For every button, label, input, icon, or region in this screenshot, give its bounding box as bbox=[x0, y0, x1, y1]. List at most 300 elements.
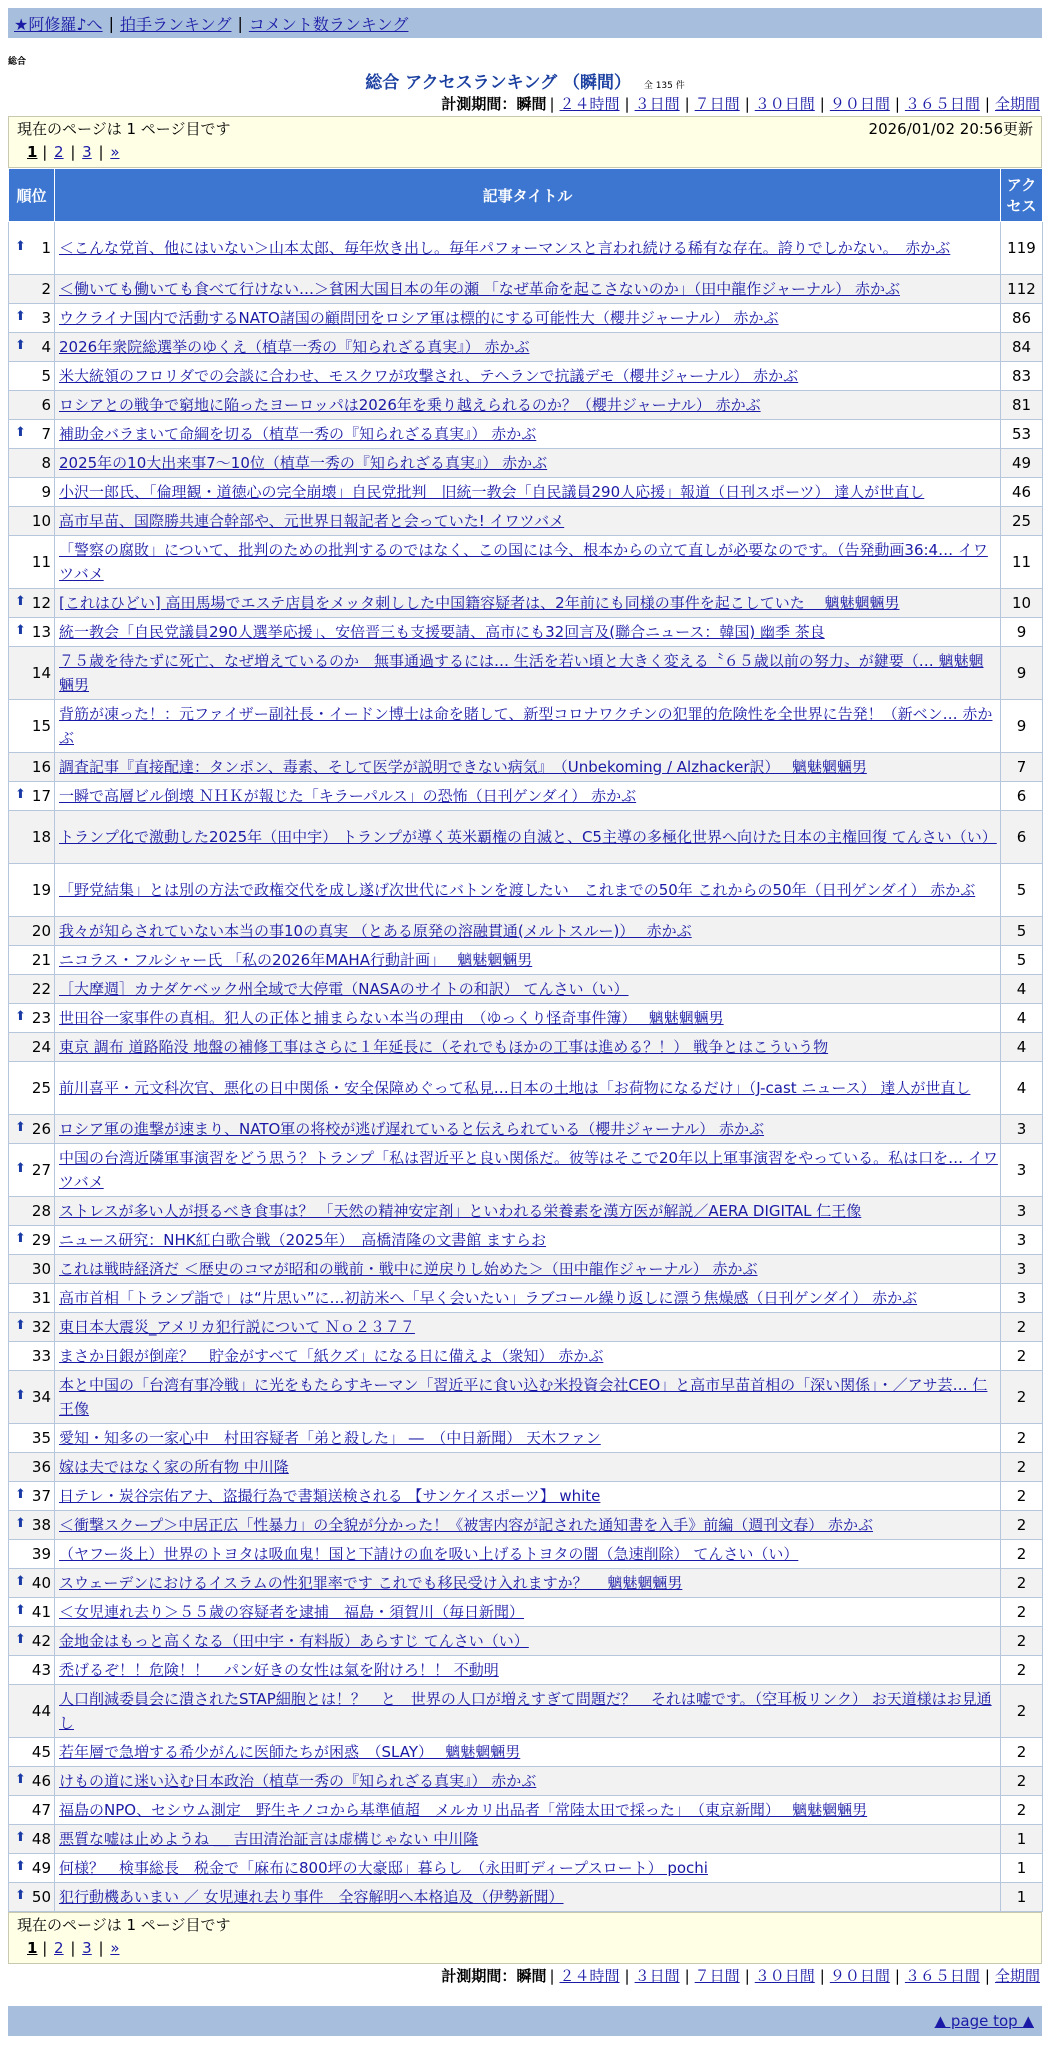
period-option[interactable]: ３６５日間 bbox=[904, 95, 980, 113]
rank-cell bbox=[9, 1540, 55, 1569]
access-count: 6 bbox=[1001, 782, 1043, 811]
article-link[interactable]: ７５歳を待たずに死亡、なぜ増えているのか 無事通過するには… 生活を若い頃と大きく変える〝６５歳以前の努力〟が鍵要（… 魑魅魍魎男 bbox=[59, 652, 984, 694]
rank-number: 30 bbox=[31, 1260, 51, 1278]
table-row bbox=[9, 333, 1043, 362]
up-arrow-icon: ⬆ bbox=[15, 1859, 26, 1874]
up-arrow-icon: ⬆ bbox=[15, 1603, 26, 1618]
rank-number: 26 bbox=[31, 1120, 51, 1138]
up-arrow-icon: ⬆ bbox=[15, 1231, 26, 1246]
up-arrow-icon: ⬆ bbox=[15, 1888, 26, 1903]
period-selector bbox=[8, 1964, 1042, 1988]
rank-number: 40 bbox=[31, 1574, 51, 1592]
period-option[interactable]: ７日間 bbox=[694, 95, 740, 113]
article-link[interactable]: 小沢一郎氏、「倫理観・道徳心の完全崩壊」自民党批判 旧統一教会「自民議員290人応援」報道（日刊スポーツ） 達人が世直し bbox=[59, 483, 925, 501]
table-row bbox=[9, 917, 1043, 946]
rank-cell bbox=[9, 449, 55, 478]
title-cell bbox=[55, 1255, 1001, 1284]
article-link[interactable]: ＜働いても働いても食べて行けない…＞貧困大国日本の年の瀬 「なぜ革命を起こさないのか」（田中龍作ジャーナル） 赤かぶ bbox=[59, 280, 900, 298]
rank-cell bbox=[9, 1883, 55, 1912]
access-count: 2 bbox=[1001, 1371, 1043, 1424]
access-count: 4 bbox=[1001, 1004, 1043, 1033]
up-arrow-icon: ⬆ bbox=[15, 594, 26, 609]
rank-number: 5 bbox=[41, 367, 51, 385]
rank-cell bbox=[9, 304, 55, 333]
table-row bbox=[9, 782, 1043, 811]
access-count: 1 bbox=[1001, 1883, 1043, 1912]
up-arrow-icon: ⬆ bbox=[15, 239, 26, 254]
up-arrow-icon: ⬆ bbox=[15, 1161, 26, 1176]
article-link[interactable]: 世田谷一家事件の真相。犯人の正体と捕まらない本当の理由 （ゆっくり怪奇事件簿） 魑魅魍魎男 bbox=[59, 1009, 724, 1027]
rank-number: 44 bbox=[31, 1702, 51, 1720]
rank-cell bbox=[9, 811, 55, 864]
period-label: 計測期間： bbox=[441, 95, 517, 113]
rank-number: 28 bbox=[31, 1202, 51, 1220]
access-count: 9 bbox=[1001, 618, 1043, 647]
pager-page-link[interactable]: 2 bbox=[54, 143, 64, 161]
rank-number: 43 bbox=[31, 1661, 51, 1679]
rank-cell bbox=[9, 1033, 55, 1062]
table-row bbox=[9, 536, 1043, 589]
article-link[interactable]: [これはひどい] 高田馬場でエステ店員をメッタ刺しした中国籍容疑者は、2年前にも同様の事件を起こしていた 魑魅魍魎男 bbox=[59, 594, 900, 612]
access-count: 5 bbox=[1001, 864, 1043, 917]
period-option[interactable]: 全期間 bbox=[994, 95, 1040, 113]
title-cell bbox=[55, 1033, 1001, 1062]
article-link[interactable]: 日テレ・炭谷宗佑アナ、盗撮行為で書類送検される 【サンケイスポーツ】 white bbox=[59, 1487, 601, 1505]
period-option[interactable]: ２４時間 bbox=[559, 95, 620, 113]
title-cell bbox=[55, 1540, 1001, 1569]
up-arrow-icon: ⬆ bbox=[15, 338, 26, 353]
page bbox=[8, 8, 1042, 2036]
rank-cell bbox=[9, 333, 55, 362]
title-cell bbox=[55, 1854, 1001, 1883]
title-line bbox=[8, 68, 1042, 92]
article-link[interactable]: ＜女児連れ去り＞５５歳の容疑者を逮捕 福島・須賀川（毎日新聞） bbox=[59, 1603, 525, 1621]
table-row bbox=[9, 1062, 1043, 1115]
title-cell bbox=[55, 1767, 1001, 1796]
title-cell bbox=[55, 647, 1001, 700]
table-row bbox=[9, 449, 1043, 478]
rank-number: 4 bbox=[41, 338, 51, 356]
period-separator: | bbox=[894, 95, 900, 113]
table-row bbox=[9, 1854, 1043, 1883]
title-cell bbox=[55, 589, 1001, 618]
rank-number: 50 bbox=[31, 1888, 51, 1906]
rank-cell bbox=[9, 420, 55, 449]
table-row bbox=[9, 1656, 1043, 1685]
article-link[interactable]: 米大統領のフロリダでの会談に合わせ、モスクワが攻撃され、テヘランで抗議デモ（櫻井ジャーナル） 赤かぶ bbox=[59, 367, 799, 385]
nav-separator: | bbox=[237, 13, 243, 33]
access-count: 4 bbox=[1001, 975, 1043, 1004]
rank-cell bbox=[9, 1342, 55, 1371]
article-link[interactable]: 「警察の腐敗」について、批判のための批判するのではなく、この国には今、根本からの立て直しが必要なのです。（告発動画36:4… イワツバメ bbox=[59, 541, 988, 583]
rank-number: 24 bbox=[31, 1038, 51, 1056]
table-row bbox=[9, 1598, 1043, 1627]
rank-cell bbox=[9, 1284, 55, 1313]
table-row bbox=[9, 1313, 1043, 1342]
rank-number: 36 bbox=[31, 1458, 51, 1476]
article-link[interactable]: トランプ化で激動した2025年（田中宇） トランプが導く英米覇権の自滅と、C5主導の多極化世界へ向けた日本の主権回復 てんさい（い） bbox=[59, 828, 997, 846]
period-option[interactable]: ３６５日間 bbox=[904, 1967, 980, 1985]
access-count: 2 bbox=[1001, 1511, 1043, 1540]
rank-number: 17 bbox=[31, 787, 51, 805]
title-cell bbox=[55, 222, 1001, 275]
period-separator: | bbox=[984, 1967, 990, 1985]
period-selector bbox=[8, 92, 1042, 116]
rank-cell bbox=[9, 1062, 55, 1115]
article-link[interactable]: 高市早苗、国際勝共連合幹部や、元世界日報記者と会っていた! イワツバメ bbox=[59, 512, 565, 530]
up-arrow-icon: ⬆ bbox=[15, 787, 26, 802]
period-separator: | bbox=[624, 1967, 630, 1985]
article-link[interactable]: ＜こんな党首、他にはいない＞山本太郎、毎年炊き出し。毎年パフォーマンスと言われ続ける稀有な存在。誇りでしかない。 赤かぶ bbox=[59, 239, 951, 257]
article-link[interactable]: 2025年の10大出来事7〜10位（植草一秀の『知られざる真実』） 赤かぶ bbox=[59, 454, 548, 472]
period-separator: | bbox=[744, 1967, 750, 1985]
access-count: 7 bbox=[1001, 753, 1043, 782]
link-applause-ranking[interactable]: 拍手ランキング bbox=[119, 14, 232, 34]
table-row bbox=[9, 1144, 1043, 1197]
period-option[interactable]: ３日間 bbox=[634, 95, 680, 113]
access-count: 9 bbox=[1001, 700, 1043, 753]
title-cell bbox=[55, 1883, 1001, 1912]
rank-cell bbox=[9, 1482, 55, 1511]
table-row bbox=[9, 304, 1043, 333]
table-row bbox=[9, 1482, 1043, 1511]
rank-number: 9 bbox=[41, 483, 51, 501]
table-row bbox=[9, 1371, 1043, 1424]
title-cell bbox=[55, 811, 1001, 864]
pager-separator: | bbox=[93, 1939, 109, 1957]
rank-cell bbox=[9, 1825, 55, 1854]
table-row bbox=[9, 864, 1043, 917]
period-option[interactable]: ３０日間 bbox=[754, 95, 815, 113]
rank-cell bbox=[9, 1313, 55, 1342]
article-link[interactable]: 東京 調布 道路陥没 地盤の補修工事はさらに１年延長に（それでもほかの工事は進める？！） 戦争とはこういう物 bbox=[59, 1038, 829, 1056]
article-link[interactable]: ＜衝撃スクープ＞中居正広「性暴力」の全貌が分かった！《被害内容が記された通知書を入手》前編（週刊文春） 赤かぶ bbox=[59, 1516, 874, 1534]
article-link[interactable]: 一瞬で高層ビル倒壊 ＮＨＫが報じた「キラーパルス」の恐怖（日刊ゲンダイ） 赤かぶ bbox=[59, 787, 637, 805]
rank-number: 49 bbox=[31, 1859, 51, 1877]
title-cell bbox=[55, 391, 1001, 420]
period-option[interactable]: ３０日間 bbox=[754, 1967, 815, 1985]
article-link[interactable]: 「野党結集」とは別の方法で政権交代を成し遂げ次世代にバトンを渡したい これまでの50年 これからの50年（日刊ゲンダイ） 赤かぶ bbox=[59, 881, 976, 899]
pager-current-page: 1 bbox=[27, 143, 38, 161]
rank-number: 46 bbox=[31, 1772, 51, 1790]
title-cell bbox=[55, 782, 1001, 811]
article-link[interactable]: 若年層で急増する希少がんに医師たちが困惑 （SLAY） 魑魅魍魎男 bbox=[59, 1743, 521, 1761]
rank-number: 18 bbox=[31, 828, 51, 846]
pager-separator: | bbox=[65, 143, 81, 161]
access-count: 3 bbox=[1001, 1197, 1043, 1226]
rank-cell bbox=[9, 1511, 55, 1540]
access-count: 2 bbox=[1001, 1656, 1043, 1685]
period-label: 計測期間： bbox=[441, 1967, 517, 1985]
article-link[interactable]: 何様？ 検事総長 税金で「麻布に800坪の大豪邸」暮らし （永田町ディープスロート） pochi bbox=[59, 1859, 708, 1877]
rank-cell bbox=[9, 1854, 55, 1883]
title-cell bbox=[55, 478, 1001, 507]
rank-number: 41 bbox=[31, 1603, 51, 1621]
title-cell bbox=[55, 275, 1001, 304]
rank-number: 39 bbox=[31, 1545, 51, 1563]
title-cell bbox=[55, 1226, 1001, 1255]
article-link[interactable]: ストレスが多い人が摂るべき食事は？ 「天然の精神安定剤」といわれる栄養素を漢方医が解説／AERA DIGITAL 仁王像 bbox=[59, 1202, 862, 1220]
access-count: 3 bbox=[1001, 1115, 1043, 1144]
rank-cell bbox=[9, 1627, 55, 1656]
access-count: 3 bbox=[1001, 1255, 1043, 1284]
article-link[interactable]: 犯行動機あいまい ／ 女児連れ去り事件 全容解明へ本格追及（伊勢新聞） bbox=[59, 1888, 564, 1906]
table-row bbox=[9, 1197, 1043, 1226]
rank-cell bbox=[9, 589, 55, 618]
period-option[interactable]: ９０日間 bbox=[829, 95, 890, 113]
article-link[interactable]: これは戦時経済だ ＜歴史のコマが昭和の戦前・戦中に逆戻りし始めた＞（田中龍作ジャーナル） 赤かぶ bbox=[59, 1260, 758, 1278]
title-cell bbox=[55, 1115, 1001, 1144]
pager-links bbox=[17, 141, 1033, 167]
page-title: 総合 アクセスランキング （瞬間） bbox=[365, 73, 632, 93]
title-cell bbox=[55, 1313, 1001, 1342]
pager-page-link[interactable]: 3 bbox=[82, 143, 92, 161]
rank-cell bbox=[9, 391, 55, 420]
rank-cell bbox=[9, 1226, 55, 1255]
rank-cell bbox=[9, 864, 55, 917]
up-arrow-icon: ⬆ bbox=[15, 1120, 26, 1135]
rank-number: 37 bbox=[31, 1487, 51, 1505]
title-cell bbox=[55, 700, 1001, 753]
access-count: 4 bbox=[1001, 1033, 1043, 1062]
period-option[interactable]: ３日間 bbox=[634, 1967, 680, 1985]
column-header-rank: 順位 bbox=[9, 169, 55, 222]
period-option[interactable]: ２４時間 bbox=[559, 1967, 620, 1985]
rank-number: 11 bbox=[31, 553, 51, 571]
title-cell bbox=[55, 917, 1001, 946]
table-row bbox=[9, 1511, 1043, 1540]
access-count: 4 bbox=[1001, 1062, 1043, 1115]
title-cell bbox=[55, 1627, 1001, 1656]
table-row bbox=[9, 1825, 1043, 1854]
rank-cell bbox=[9, 1004, 55, 1033]
table-row bbox=[9, 478, 1043, 507]
table-row bbox=[9, 507, 1043, 536]
current-page-text: 現在のページは 1 ページ目です bbox=[17, 120, 231, 138]
access-count: 2 bbox=[1001, 1569, 1043, 1598]
article-link[interactable]: 本と中国の「台湾有事冷戦」に光をもたらすキーマン「習近平に食い込む米投資会社CEO」と高市早苗首相の「深い関係」・／アサ芸… 仁王像 bbox=[59, 1376, 988, 1418]
table-row bbox=[9, 222, 1043, 275]
period-separator: | bbox=[819, 95, 825, 113]
title-cell bbox=[55, 304, 1001, 333]
table-row bbox=[9, 1424, 1043, 1453]
access-count: 2 bbox=[1001, 1738, 1043, 1767]
up-arrow-icon: ⬆ bbox=[15, 1009, 26, 1024]
rank-number: 3 bbox=[41, 309, 51, 327]
article-link[interactable]: 統一教会「自民党議員290人選挙応援」、安倍晋三も支援要請、高市にも32回言及(聯合ニュース：韓国) 幽季 茶良 bbox=[59, 623, 825, 641]
rank-number: 13 bbox=[31, 623, 51, 641]
article-link[interactable]: 2026年衆院総選挙のゆくえ（植草一秀の『知られざる真実』） 赤かぶ bbox=[59, 338, 530, 356]
title-cell bbox=[55, 1656, 1001, 1685]
up-arrow-icon: ⬆ bbox=[15, 1487, 26, 1502]
rank-number: 21 bbox=[31, 951, 51, 969]
rank-cell bbox=[9, 1767, 55, 1796]
article-link[interactable]: 悪質な嘘は止めようね ＿ 吉田清治証言は虚構じゃない 中川隆 bbox=[59, 1830, 479, 1848]
period-option[interactable]: 全期間 bbox=[994, 1967, 1040, 1985]
up-arrow-icon: ⬆ bbox=[15, 1574, 26, 1589]
period-separator: | bbox=[819, 1967, 825, 1985]
up-arrow-icon: ⬆ bbox=[15, 1388, 26, 1403]
table-row bbox=[9, 589, 1043, 618]
rank-number: 19 bbox=[31, 881, 51, 899]
table-row bbox=[9, 753, 1043, 782]
access-count: 2 bbox=[1001, 1482, 1043, 1511]
title-cell bbox=[55, 1062, 1001, 1115]
article-link[interactable]: 中国の台湾近隣軍事演習をどう思う？トランプ「私は習近平と良い関係だ。彼等はそこで20年以上軍事演習をやっている。私は口を… イワツバメ bbox=[59, 1149, 998, 1191]
access-count: 3 bbox=[1001, 1144, 1043, 1197]
title-cell bbox=[55, 1371, 1001, 1424]
title-cell bbox=[55, 1796, 1001, 1825]
column-header-count: アクセス bbox=[1001, 169, 1043, 222]
article-link[interactable]: 背筋が凍った！：元ファイザー副社長・イードン博士は命を賭して、新型コロナワクチンの犯罪的危険性を全世界に告発！（新ベン… 赤かぶ bbox=[59, 705, 993, 747]
title-cell bbox=[55, 1144, 1001, 1197]
top-nav-bar bbox=[8, 8, 1042, 38]
section-label: 総合 bbox=[8, 57, 27, 67]
pager-page-link[interactable]: 2 bbox=[54, 1939, 64, 1957]
rank-number: 32 bbox=[31, 1318, 51, 1336]
link-comment-ranking[interactable]: コメント数ランキング bbox=[248, 14, 409, 34]
article-link[interactable]: ロシア軍の進撃が速まり、NATO軍の将校が逃げ遅れていると伝えられている（櫻井ジャーナル） 赤かぶ bbox=[59, 1120, 765, 1138]
rank-number: 15 bbox=[31, 717, 51, 735]
title-cell bbox=[55, 1197, 1001, 1226]
table-row bbox=[9, 1004, 1043, 1033]
table-row bbox=[9, 1738, 1043, 1767]
rank-number: 22 bbox=[31, 980, 51, 998]
rank-number: 47 bbox=[31, 1801, 51, 1819]
link-ashura-home[interactable]: ★阿修羅♪へ bbox=[14, 14, 103, 34]
pager-next-link[interactable]: » bbox=[110, 1939, 120, 1957]
access-count: 6 bbox=[1001, 811, 1043, 864]
access-count: 3 bbox=[1001, 1226, 1043, 1255]
table-row bbox=[9, 700, 1043, 753]
access-count: 2 bbox=[1001, 1453, 1043, 1482]
rank-cell bbox=[9, 1656, 55, 1685]
access-count: 112 bbox=[1001, 275, 1043, 304]
title-cell bbox=[55, 1511, 1001, 1540]
table-row bbox=[9, 1883, 1043, 1912]
article-link[interactable]: ニュース研究：NHK紅白歌合戦（2025年） 高橋清隆の文書館 ますらお bbox=[59, 1231, 547, 1249]
table-row bbox=[9, 1342, 1043, 1371]
access-count: 119 bbox=[1001, 222, 1043, 275]
title-cell bbox=[55, 1569, 1001, 1598]
period-current: 瞬間 bbox=[516, 1967, 547, 1985]
article-link[interactable]: 人口削減委員会に潰されたSTAP細胞とは！？ と 世界の人口が増えすぎて問題だ？ それは嘘です。（空耳板リンク） お天道様はお見通し bbox=[59, 1690, 992, 1732]
pager-box-top bbox=[8, 116, 1042, 168]
rank-cell bbox=[9, 975, 55, 1004]
article-link[interactable]: ロシアとの戦争で窮地に陥ったヨーロッパは2026年を乗り越えられるのか？（櫻井ジャーナル） 赤かぶ bbox=[59, 396, 761, 414]
period-option[interactable]: ７日間 bbox=[694, 1967, 740, 1985]
title-cell bbox=[55, 618, 1001, 647]
title-cell bbox=[55, 1424, 1001, 1453]
title-cell bbox=[55, 753, 1001, 782]
title-cell bbox=[55, 946, 1001, 975]
article-link[interactable]: 補助金バラまいて命綱を切る（植草一秀の『知られざる真実』） 赤かぶ bbox=[59, 425, 537, 443]
article-link[interactable]: ［大摩週］カナダケベック州全域で大停電（NASAのサイトの和訳） てんさい（い） bbox=[59, 980, 629, 998]
article-link[interactable]: ニコラス・フルシャー氏 「私の2026年MAHA行動計画」 魑魅魍魎男 bbox=[59, 951, 533, 969]
rank-cell bbox=[9, 1115, 55, 1144]
article-link[interactable]: 我々が知らされていない本当の事10の真実 （とある原発の溶融貫通(メルトスルー)） 赤かぶ bbox=[59, 922, 692, 940]
access-count: 9 bbox=[1001, 647, 1043, 700]
article-link[interactable]: 調査記事『直接配達：タンポン、毒素、そして医学が説明できない病気』 （Unbekoming / Alzhacker訳） 魑魅魍魎男 bbox=[59, 758, 867, 776]
rank-cell bbox=[9, 362, 55, 391]
page-top-link[interactable]: ▲ page top ▲ bbox=[934, 2012, 1034, 2030]
article-link[interactable]: 禿げるぞ！！危険！！ パン好きの女性は氣を附けろ！！ 不動明 bbox=[59, 1661, 499, 1679]
article-link[interactable]: 前川喜平・元文科次官、悪化の日中関係・安全保障めぐって私見…日本の土地は「お荷物になるだけ」（J-cast ニュース） 達人が世直し bbox=[59, 1079, 971, 1097]
table-row bbox=[9, 1685, 1043, 1738]
total-count: 全 135 件 bbox=[643, 81, 685, 91]
nav-separator: | bbox=[108, 13, 114, 33]
table-row bbox=[9, 1033, 1043, 1062]
table-row bbox=[9, 1115, 1043, 1144]
rank-number: 29 bbox=[31, 1231, 51, 1249]
table-row bbox=[9, 946, 1043, 975]
up-arrow-icon: ⬆ bbox=[15, 1830, 26, 1845]
pager-page-link[interactable]: 3 bbox=[82, 1939, 92, 1957]
pager-links bbox=[17, 1937, 1033, 1963]
article-link[interactable]: ウクライナ国内で活動するNATO諸国の顧問団をロシア軍は標的にする可能性大（櫻井ジャーナル） 赤かぶ bbox=[59, 309, 779, 327]
access-count: 2 bbox=[1001, 1540, 1043, 1569]
article-link[interactable]: まさか日銀が倒産？ 貯金がすべて「紙クズ」になる日に備えよ（衆知） 赤かぶ bbox=[59, 1347, 604, 1365]
article-link[interactable]: 東日本大震災_アメリカ犯行説について Ｎｏ２３７７ bbox=[59, 1318, 415, 1336]
period-option[interactable]: ９０日間 bbox=[829, 1967, 890, 1985]
rank-cell bbox=[9, 1796, 55, 1825]
article-link[interactable]: 金地金はもっと高くなる（田中宇・有料版）あらすじ てんさい（い） bbox=[59, 1632, 529, 1650]
column-header-title: 記事タイトル bbox=[55, 169, 1001, 222]
table-row bbox=[9, 391, 1043, 420]
up-arrow-icon: ⬆ bbox=[15, 425, 26, 440]
access-count: 5 bbox=[1001, 946, 1043, 975]
rank-cell bbox=[9, 1197, 55, 1226]
access-count: 2 bbox=[1001, 1424, 1043, 1453]
rank-cell bbox=[9, 1598, 55, 1627]
table-row bbox=[9, 811, 1043, 864]
article-link[interactable]: 福島のNPO、セシウム測定 野生キノコから基準値超 メルカリ出品者「常陸太田で採った」 （東京新聞） 魑魅魍魎男 bbox=[59, 1801, 868, 1819]
article-link[interactable]: 高市首相「トランプ詣で」は“片思い”に…初訪米へ「早く会いたい」ラブコール繰り返しに漂う焦燥感（日刊ゲンダイ） 赤かぶ bbox=[59, 1289, 918, 1307]
title-cell bbox=[55, 507, 1001, 536]
title-cell bbox=[55, 362, 1001, 391]
pager-next-link[interactable]: » bbox=[110, 143, 120, 161]
table-row bbox=[9, 1540, 1043, 1569]
access-count: 49 bbox=[1001, 449, 1043, 478]
access-count: 46 bbox=[1001, 478, 1043, 507]
access-count: 2 bbox=[1001, 1627, 1043, 1656]
rank-cell bbox=[9, 700, 55, 753]
table-row bbox=[9, 1767, 1043, 1796]
access-count: 2 bbox=[1001, 1313, 1043, 1342]
access-count: 2 bbox=[1001, 1796, 1043, 1825]
table-row bbox=[9, 1226, 1043, 1255]
article-link[interactable]: 愛知・知多の一家心中 村田容疑者「弟と殺した」 ― （中日新聞） 天木ファン bbox=[59, 1429, 601, 1447]
table-row bbox=[9, 1255, 1043, 1284]
rank-number: 16 bbox=[31, 758, 51, 776]
footer-bar bbox=[8, 2006, 1042, 2036]
article-link[interactable]: 嫁は夫ではなく家の所有物 中川隆 bbox=[59, 1458, 289, 1476]
title-cell bbox=[55, 1685, 1001, 1738]
rank-number: 7 bbox=[41, 425, 51, 443]
access-count: 2 bbox=[1001, 1342, 1043, 1371]
article-link[interactable]: けもの道に迷い込む日本政治（植草一秀の『知られざる真実』） 赤かぶ bbox=[59, 1772, 537, 1790]
title-cell bbox=[55, 449, 1001, 478]
rank-number: 31 bbox=[31, 1289, 51, 1307]
table-row bbox=[9, 1284, 1043, 1313]
article-link[interactable]: スウェーデンにおけるイスラムの性犯罪率です これでも移民受け入れますか？ 魑魅魍魎男 bbox=[59, 1574, 683, 1592]
rank-cell bbox=[9, 1424, 55, 1453]
table-row bbox=[9, 1627, 1043, 1656]
table-row bbox=[9, 275, 1043, 304]
rank-number: 34 bbox=[31, 1388, 51, 1406]
rank-cell bbox=[9, 1371, 55, 1424]
article-link[interactable]: （ヤフー炎上）世界のトヨタは吸血鬼！国と下請けの血を吸い上げるトヨタの闇（急速削除） てんさい（い） bbox=[59, 1545, 799, 1563]
